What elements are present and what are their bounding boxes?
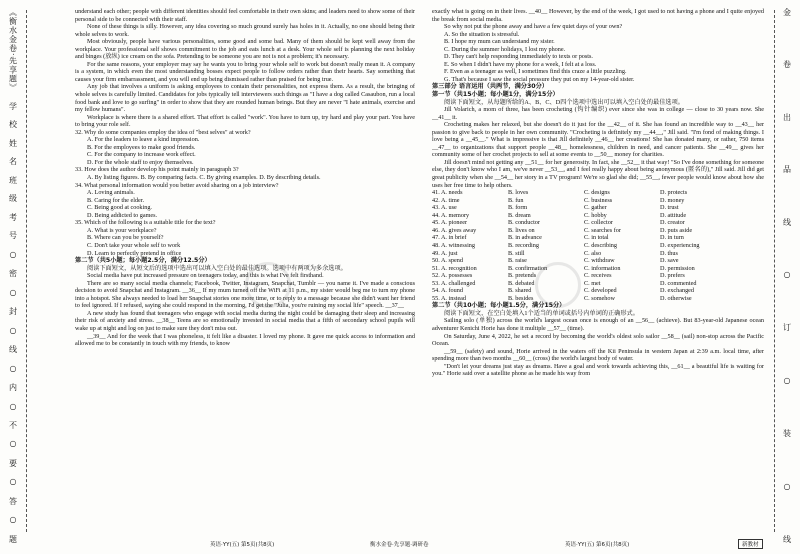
paragraph: understand each other; people with different identities should feel comfortable in their own skins; and leaders need to show some of their personal side to be connected with their staff. xyxy=(75,8,415,23)
binding-label: 内 xyxy=(8,383,18,393)
cloze-option: B. confirmation xyxy=(508,264,548,272)
cloze-option: C. also xyxy=(584,249,602,257)
option: A. So the situation is stressful. xyxy=(444,30,520,38)
cloze-option: 44. A. memory xyxy=(432,211,470,219)
cloze-option: D. thus xyxy=(660,249,678,257)
left-binding-strip xyxy=(4,8,22,544)
cloze-option: D. trust xyxy=(660,204,679,212)
binding-label: 名 xyxy=(8,157,18,167)
cloze-option-row xyxy=(432,287,764,295)
binding-label: 题 xyxy=(8,534,18,544)
option: D. Being addicted to games. xyxy=(87,211,158,219)
binding-circle-icon: ○ xyxy=(8,363,18,374)
cloze-option: D. in turn xyxy=(660,234,684,242)
cloze-option: D. protects xyxy=(660,189,688,197)
option: D. For the whole staff to enjoy themselves. xyxy=(87,158,194,166)
paragraph: "Don't let your dreams just stay as dreams. Have a goal and work towards achieving this, __61__ a beautiful life is waiting for you." Horie said over a satellite phone as he made his way from xyxy=(432,362,764,378)
cloze-option: 45. A. pioneer xyxy=(432,219,468,227)
cloze-options-table xyxy=(432,189,764,302)
binding-label: 《衡水金卷·先享题》 xyxy=(8,8,18,93)
cloze-option: C. collector xyxy=(584,219,613,227)
cloze-option: D. attitude xyxy=(660,211,687,219)
paragraph: Workplace is where there is a shared effort. That effort is called "work". You have to turn up, try hard and play your part. You have to bring your role self. xyxy=(75,113,415,129)
option: B. I hope my mum can understand my sister. xyxy=(444,38,555,46)
binding-label: 学 xyxy=(8,102,18,112)
right-binding-strip xyxy=(778,8,796,544)
cloze-option: D. otherwise xyxy=(660,294,692,302)
paragraph: Most obviously, people have various personalities, some good and some bad. Many of them should be kept well away from the workplace. Your professional self shows commitment to the job and eats lunch at a desk. Your whole self is planning the next holiday and binges (放纵) ice cream on the sofa. Pretending to be someone you are not is not a problem; it's necessary. xyxy=(75,38,415,61)
option: C. During the summer holidays, I lost my phone. xyxy=(444,45,566,53)
cloze-option-row xyxy=(432,212,764,220)
question-stem: 33. How does the author develop his point mainly in paragraph 3? xyxy=(75,166,239,174)
section-instruction: 阅读下面短文，从短文后的选项中选出可以填入空白处的最佳选项。选项中有两项为多余选项。 xyxy=(87,264,347,272)
cloze-option: C. hobby xyxy=(584,211,607,219)
cloze-option: 53. A. challenged xyxy=(432,279,476,287)
page-footer-right: 英语·YY(五) 第6页(共8页) xyxy=(565,542,630,548)
left-column xyxy=(75,8,415,536)
binding-label: 线 xyxy=(782,534,792,544)
binding-label: 卷 xyxy=(782,60,792,70)
cloze-option: B. lives on xyxy=(508,226,535,234)
cloze-option: C. describing xyxy=(584,241,617,249)
cloze-option: D. prefers xyxy=(660,272,685,280)
paragraph: None of these things is silly. However, any idea covering so much ground surely has holes in it. Actually, no one should being their whole selves to work. xyxy=(75,23,415,38)
cloze-option: D. permission xyxy=(660,264,695,272)
binding-circle-icon: ○ xyxy=(8,325,18,336)
cloze-option-row xyxy=(432,234,764,242)
question-stem: 35. Which of the following is a suitable title for the text? xyxy=(75,219,216,227)
binding-label: 班 xyxy=(8,175,18,185)
binding-label: 校 xyxy=(8,120,18,130)
binding-circle-icon: ○ xyxy=(8,287,18,298)
cloze-option: B. loves xyxy=(508,189,529,197)
left-cut-line xyxy=(26,10,27,532)
cloze-option: 41. A. needs xyxy=(432,189,463,197)
cloze-option: 48. A. witnessing xyxy=(432,241,475,249)
cloze-option: D. puts aside xyxy=(660,226,693,234)
cloze-option: B. still xyxy=(508,249,525,257)
question-33 xyxy=(75,166,415,181)
cloze-option: C. in total xyxy=(584,234,609,242)
question-stem: 34. What personal information would you better avoid sharing on a job interview? xyxy=(75,181,279,189)
cloze-option: 47. A. in brief xyxy=(432,234,467,242)
option: A. What is your workplace? xyxy=(87,226,157,234)
binding-circle-icon: ○ xyxy=(782,375,792,386)
cloze-option: D. save xyxy=(660,257,679,265)
cloze-option: B. shared xyxy=(508,287,532,295)
paragraph: Jill Volarich, a mom of three, has been crocheting (钩针编织) ever since she was in college — close to 30 years now. She __41__ it. xyxy=(432,106,764,121)
cloze-option-row xyxy=(432,265,764,273)
binding-circle-icon: ○ xyxy=(8,439,18,450)
binding-circle-icon: ○ xyxy=(8,515,18,526)
right-cut-line xyxy=(774,10,775,532)
cloze-option: B. conductor xyxy=(508,219,540,227)
paragraph: __39__ And for the week that I was phoneless, it felt like a disaster. I loved my phone. It gave me quick access to information and allowed me to be constantly in touch with my friends, to know xyxy=(75,332,415,348)
paragraph: There are so many social media channels; Facebook, Twitter, Instagram, Snapchat, Tumblr — you name it. I've made a conscious decision to avoid Snapchat and Instagram. __36__ If my mum turned off the WiFi at 11 p.m., my sister would beg me to turn my phone into a hotspot. She always needed to load her Snapchat stories one more time, or to reply to a message because she didn't want her friend to feel ignored. If I refused, saying she could respond in the morning, I'd get the "Julia, you're ruining my social life" speech. __37__ xyxy=(75,279,415,310)
binding-circle-icon: ○ xyxy=(782,269,792,280)
option: C. Being good at cooking. xyxy=(87,204,152,212)
paragraph: So why not put the phone away and have a few quiet days of your own? xyxy=(444,23,623,31)
question-32 xyxy=(75,129,415,167)
binding-circle-icon: ○ xyxy=(8,477,18,488)
cloze-option: C. information xyxy=(584,264,621,272)
binding-label: 密 xyxy=(8,269,18,279)
cloze-option: C. business xyxy=(584,196,613,204)
question-stem: 32. Why do some companies employ the idea of "best selves" at work? xyxy=(75,128,251,136)
cloze-option-row xyxy=(432,189,764,197)
option: B. For the employees to make good friends. xyxy=(87,143,196,151)
new-textbook-badge: 新教材 xyxy=(738,539,763,549)
cloze-option: 43. A. use xyxy=(432,204,457,212)
binding-label: 品 xyxy=(782,165,792,175)
cloze-option-row xyxy=(432,272,764,280)
footer-brand: 衡水金卷·先享题·调研卷 xyxy=(370,542,429,548)
section-heading: 第二节（共5小题；每小题2.5分，满分12.5分） xyxy=(75,257,211,265)
option: B. Caring for the elder. xyxy=(87,196,145,204)
binding-circle-icon: ○ xyxy=(782,481,792,492)
option: D. Learn to perfectly pretend in office xyxy=(87,249,182,257)
binding-label: 要 xyxy=(8,458,18,468)
cloze-option-row xyxy=(432,197,764,205)
cloze-option: C. developed xyxy=(584,287,617,295)
option: A. For the leaders to leave a kind impression. xyxy=(87,136,200,144)
option: G. That's because I saw the social pressure they put on my 14-year-old sister. xyxy=(444,75,635,83)
right-column xyxy=(432,8,764,536)
paragraph: A new study has found that teenagers who engage with social media during the night could be damaging their sleep and increasing their risk of anxiety and stress. __38__ Teens are so emotionally invested in social media that a fifth of secondary school pupils will wake up at night and log on just to make sure they don't miss out. xyxy=(75,309,415,332)
section-heading: 第一节（共15小题；每小题1分，满分15分） xyxy=(432,91,559,99)
option: F. Even as a teenager as well, I sometimes find this craze a little puzzling. xyxy=(444,68,627,76)
cloze-option: B. raise xyxy=(508,257,527,265)
paragraph: Social media have put increased pressure on teenagers today, and this is what I've felt firsthand. xyxy=(87,272,324,280)
option: D. They can't help responding immediately to texts or posts. xyxy=(444,53,593,61)
cloze-option: 55. A. instead xyxy=(432,294,467,302)
cloze-option: B. recording xyxy=(508,241,539,249)
cloze-option: C. met xyxy=(584,279,601,287)
option: A. By listing figures. B. By comparing facts. C. By giving examples. D. By describing details. xyxy=(87,174,321,182)
cloze-option: C. designs xyxy=(584,189,610,197)
cloze-option: D. experiencing xyxy=(660,241,700,249)
binding-label: 级 xyxy=(8,194,18,204)
cloze-option: D. exchanged xyxy=(660,287,695,295)
paragraph: Crocheting makes her relaxed, but she doesn't do it just for the __42__ of it. She has found an incredible way to __43__ her passion to give back to people in her own community. "Crocheting is definitely my __44__," Jill said. "I'm fond of making things. I love being a __45__." What is impressive is that Jill definitely __46__ her creations! She has donated many, or rather, 750 items __47__ to organizations that support people __48__ homelessness, children in need, and cancer patients. She __49__ gives her community some of her crochet projects to sell at some events to __50__ money for charities. xyxy=(432,121,764,159)
section-instruction: 阅读下面短文，在空白处填入1个适当的单词或括号内单词的正确形式。 xyxy=(444,309,639,317)
cloze-option: 50. A. spend xyxy=(432,257,463,265)
cloze-option: 51. A. recognition xyxy=(432,264,477,272)
paragraph: For the same reasons, your employer may say he wants you to bring your whole self to work but doesn't really mean it. A company is a system, in which even the most understanding bosses expect people to follow orders rather than their hearts. Say something that causes your firm embarrassment, and you will end up being dismissed rather than praised for being true. xyxy=(75,60,415,83)
cloze-option: B. form xyxy=(508,204,528,212)
paragraph: Any job that involves a uniform is asking employees to contain their personalities, not express them. As a result, the bringing of whole selves is carefully limited. Candidates for jobs typically tell interviewers such things as "I have a dog called Casaubon, run a local food bank and love to go surfing" in order to show that they are rounded human beings. But they are never "I hate animals, exercise and my fellow humans". xyxy=(75,83,415,114)
cloze-option: D. money xyxy=(660,196,685,204)
paragraph: exactly what is going on in their lives. __40__ However, by the end of the week, I got used to not having a phone and I quite enjoyed the break from social media. xyxy=(432,8,764,23)
cloze-option: C. withdraw xyxy=(584,257,615,265)
page-footer-left: 英语·YY(五) 第5页(共8页) xyxy=(210,542,275,548)
binding-label: 订 xyxy=(782,323,792,333)
cloze-option-row xyxy=(432,204,764,212)
cloze-option: 42. A. time xyxy=(432,196,460,204)
binding-label: 金 xyxy=(782,8,792,17)
cloze-option-row xyxy=(432,250,764,258)
section-instruction: 阅读下面短文，从每题所给的A、B、C、D四个选项中选出可以填入空白处的最佳选项。 xyxy=(444,98,684,106)
cloze-option: C. somehow xyxy=(584,294,615,302)
binding-label: 号 xyxy=(8,231,18,241)
cloze-option: 52. A. possesses xyxy=(432,272,473,280)
part-heading: 第三部分 语言运用（共两节，满分30分） xyxy=(432,83,548,91)
cloze-option: B. dream xyxy=(508,211,531,219)
option: C. For the company to increase work effect. xyxy=(87,151,196,159)
option: B. Where can you be yourself? xyxy=(87,234,164,242)
binding-label: 线 xyxy=(782,217,792,227)
paragraph: __59__ (safety) and sound, Horie arrived in the waters off the Kii Peninsula in western Japan at 2:39 a.m. local time, after spending more than two months __60__ (cross) the world's largest body of water. xyxy=(432,347,764,363)
cloze-option-row xyxy=(432,227,764,235)
cloze-option: C. receives xyxy=(584,272,612,280)
binding-label: 姓 xyxy=(8,138,18,148)
cloze-option: B. besides xyxy=(508,294,534,302)
binding-label: 考 xyxy=(8,212,18,222)
cloze-option: 54. A. found xyxy=(432,287,463,295)
cloze-option: C. searches for xyxy=(584,226,621,234)
binding-circle-icon: ○ xyxy=(8,401,18,412)
cloze-option-row xyxy=(432,242,764,250)
cloze-option: C. gather xyxy=(584,204,607,212)
cloze-option: 49. A. just xyxy=(432,249,458,257)
option: A. Loving animals. xyxy=(87,189,135,197)
cloze-option-row xyxy=(432,257,764,265)
section-heading: 第二节（共10小题；每小题1.5分，满分15分） xyxy=(432,302,566,310)
question-35 xyxy=(75,219,415,257)
binding-label: 答 xyxy=(8,496,18,506)
paragraph: On Saturday, June 4, 2022, he set a record by becoming the world's oldest solo sailor __58__ (sail) non-stop across the Pacific Ocean. xyxy=(432,332,764,348)
cloze-option-row xyxy=(432,280,764,288)
cloze-option: B. pretends xyxy=(508,272,537,280)
cloze-option: D. commented xyxy=(660,279,697,287)
cloze-option: D. creator xyxy=(660,219,685,227)
cloze-option: B. debated xyxy=(508,279,535,287)
binding-label: 封 xyxy=(8,307,18,317)
question-34 xyxy=(75,182,415,220)
binding-label: 线 xyxy=(8,345,18,355)
cloze-option: B. in advance xyxy=(508,234,542,242)
cloze-option: B. fun xyxy=(508,196,524,204)
cloze-option: 46. A. gives away xyxy=(432,226,477,234)
binding-label: 装 xyxy=(782,429,792,439)
binding-circle-icon: ○ xyxy=(8,249,18,260)
option: C. Don't take your whole self to work xyxy=(87,241,181,249)
binding-label: 不 xyxy=(8,420,18,430)
option: E. So when I didn't have my phone for a week, I felt at a loss. xyxy=(444,60,597,68)
paragraph: Jill doesn't mind not getting any __51__ for her generosity. In fact, she __52__ it that way! "So I've done something for someone else, they don't know who I am, we've never __53__, and I feel really happy about being anonymous (匿名的)," Jill said. Jill did get great publicity when she __54__ her story in a TV program! We're so glad she did; __55__, fewer people would know about how she uses her free time to help others. xyxy=(432,158,764,189)
binding-label: 出 xyxy=(782,112,792,122)
paragraph: Sailing solo (单独) across the world's largest ocean once is enough of an __56__ (achieve). But 83-year-old Japanese ocean adventurer Kenichi Horie has done it multiple __57__ (time). xyxy=(432,317,764,332)
cloze-option-row xyxy=(432,219,764,227)
